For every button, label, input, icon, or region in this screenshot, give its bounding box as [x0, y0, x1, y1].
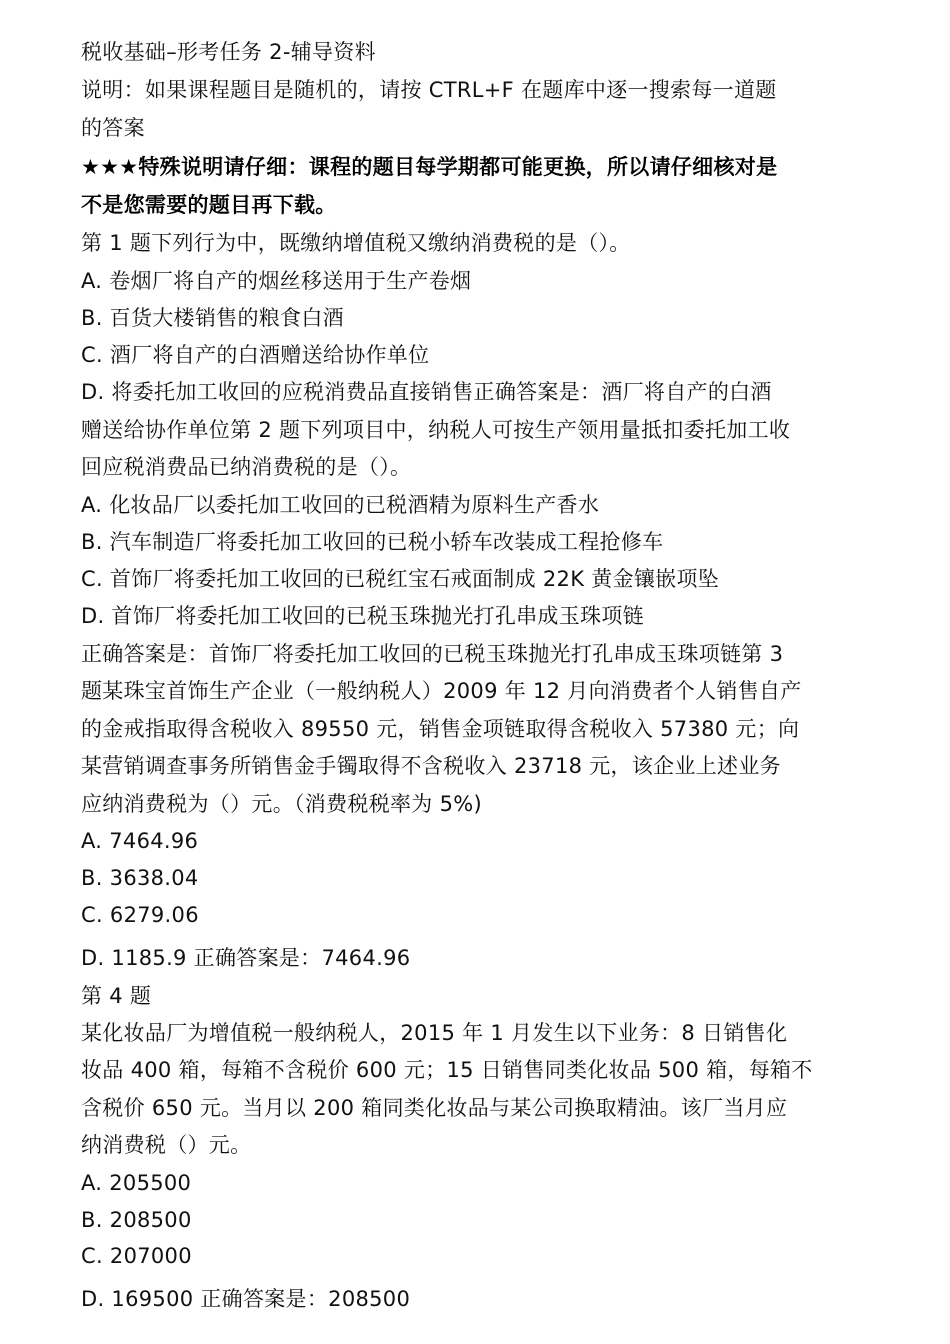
text-line: 应纳消费税为（）元。（消费税税率为 5%)	[81, 792, 482, 816]
text-line: 赠送给协作单位第 2 题下列项目中，纳税人可按生产领用量抵扣委托加工收	[81, 418, 791, 442]
text-line: A. 7464.96	[81, 829, 199, 853]
text-line: 的答案	[81, 116, 145, 140]
text-line: C. 207000	[81, 1244, 192, 1268]
text-line: D. 1185.9 正确答案是：7464.96	[81, 946, 411, 970]
text-line: A. 化妆品厂以委托加工收回的已税酒精为原料生产香水	[81, 493, 600, 517]
text-line: B. 百货大楼销售的粮食白酒	[81, 306, 344, 330]
text-line: C. 酒厂将自产的白酒赠送给协作单位	[81, 343, 430, 367]
text-line: A. 卷烟厂将自产的烟丝移送用于生产卷烟	[81, 269, 472, 293]
text-line: 第 1 题下列行为中，既缴纳增值税又缴纳消费税的是（）。	[81, 231, 631, 255]
text-line: 某营销调查事务所销售金手镯取得不含税收入 23718 元，该企业上述业务	[81, 754, 781, 778]
text-line: B. 汽车制造厂将委托加工收回的已税小轿车改装成工程抢修车	[81, 530, 664, 554]
text-line: B. 208500	[81, 1208, 192, 1232]
text-line: B. 3638.04	[81, 866, 199, 890]
text-line: 含税价 650 元。当月以 200 箱同类化妆品与某公司换取精油。该厂当月应	[81, 1096, 788, 1120]
notice-line: 不是您需要的题目再下载。	[81, 193, 337, 217]
text-line: D. 首饰厂将委托加工收回的已税玉珠抛光打孔串成玉珠项链	[81, 604, 644, 628]
text-line: 正确答案是：首饰厂将委托加工收回的已税玉珠抛光打孔串成玉珠项链第 3	[81, 642, 784, 666]
text-line: 第 4 题	[81, 984, 152, 1008]
text-line: 纳消费税（）元。	[81, 1133, 252, 1157]
text-line: 妆品 400 箱，每箱不含税价 600 元；15 日销售同类化妆品 500 箱，每箱不	[81, 1058, 813, 1082]
text-line: 某化妆品厂为增值税一般纳税人，2015 年 1 月发生以下业务：8 日销售化	[81, 1021, 788, 1045]
text-line: 说明：如果课程题目是随机的，请按 CTRL+F 在题库中逐一搜索每一道题	[81, 78, 777, 102]
text-line: 回应税消费品已纳消费税的是（）。	[81, 455, 412, 479]
text-line: D. 将委托加工收回的应税消费品直接销售正确答案是：酒厂将自产的白酒	[81, 380, 772, 404]
text-line: 的金戒指取得含税收入 89550 元，销售金项链取得含税收入 57380 元；向	[81, 717, 800, 741]
text-line: 题某珠宝首饰生产企业（一般纳税人）2009 年 12 月向消费者个人销售自产	[81, 679, 802, 703]
text-line: C. 6279.06	[81, 903, 199, 927]
text-line: D. 169500 正确答案是：208500	[81, 1287, 411, 1311]
text-line: 税收基础–形考任务 2-辅导资料	[81, 40, 376, 64]
text-line: A. 205500	[81, 1171, 192, 1195]
text-line: C. 首饰厂将委托加工收回的已税红宝石戒面制成 22K 黄金镶嵌项坠	[81, 567, 720, 591]
notice-line: ★★★特殊说明请仔细：课程的题目每学期都可能更换，所以请仔细核对是	[81, 155, 778, 179]
